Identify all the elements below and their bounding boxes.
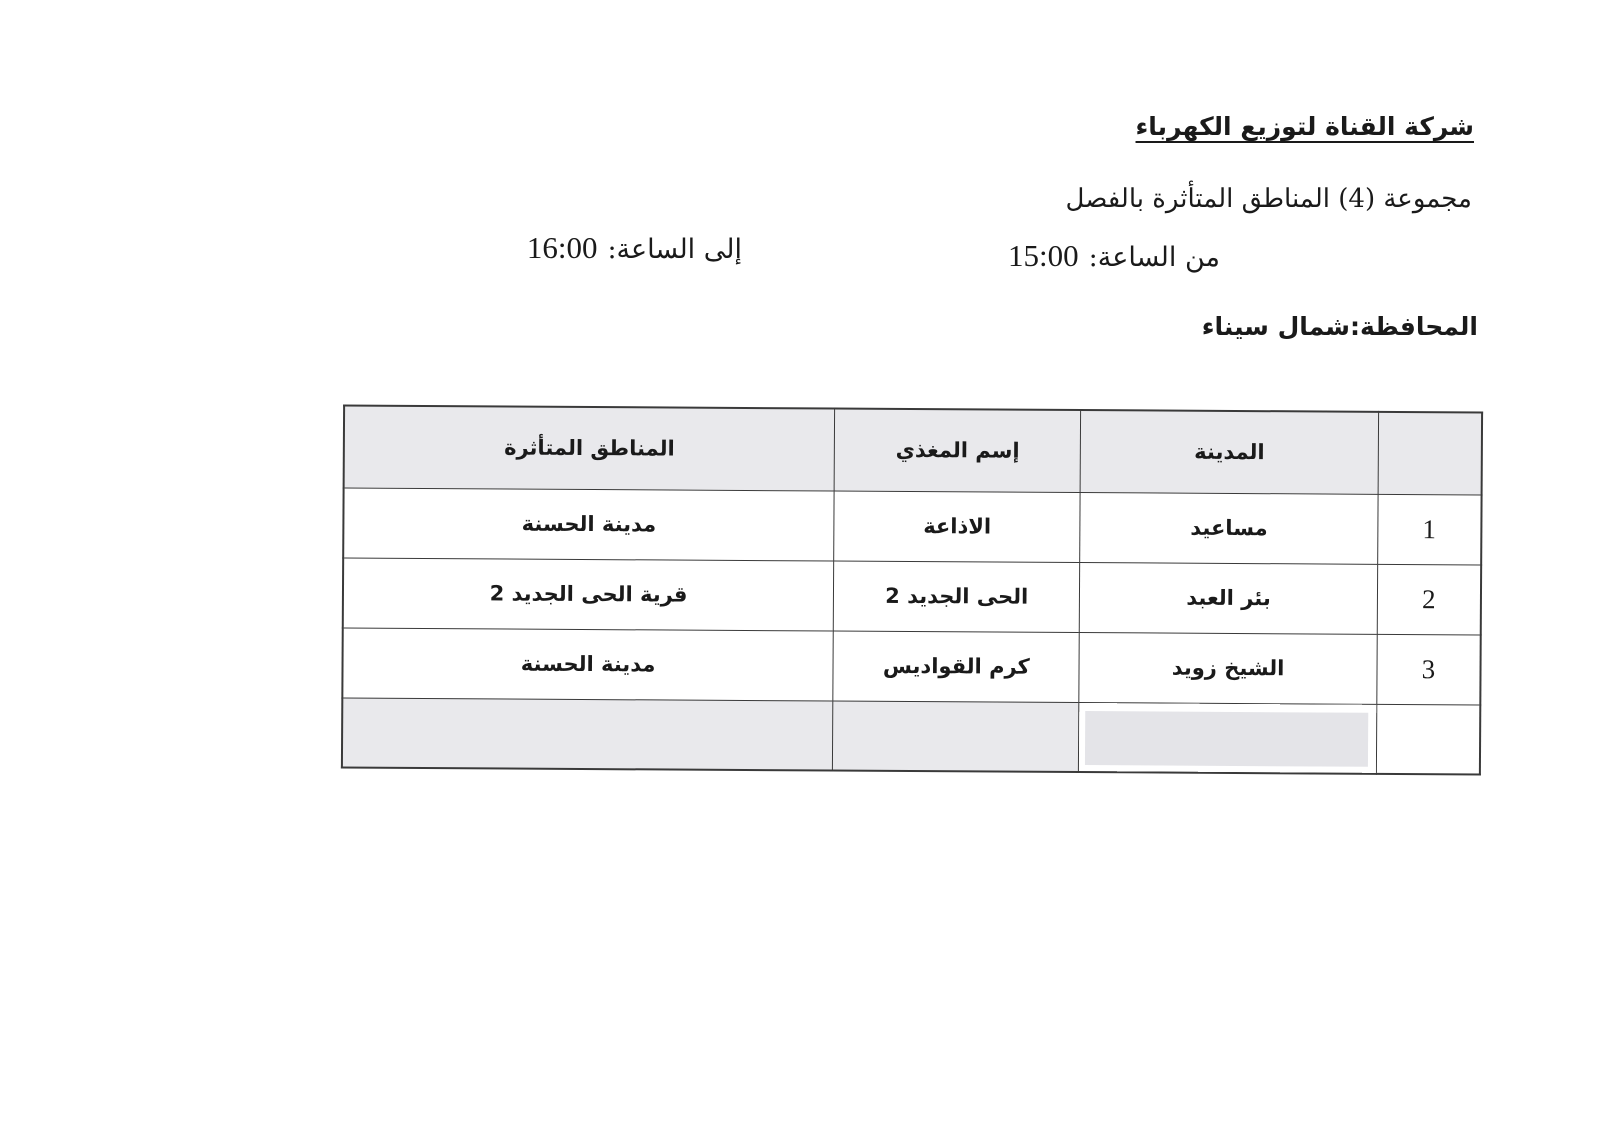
from-time-line [1008,238,1220,274]
blank-cell [342,698,833,771]
blank-cell [833,701,1080,773]
to-label: إلى الساعة: [607,234,742,265]
row-city: بئر العبد [1080,562,1378,634]
row-city: الشيخ زويد [1079,632,1377,704]
affected-areas-table-wrap [341,405,1483,776]
governorate-line: المحافظة:شمال سيناء [1201,312,1478,341]
group-line: مجموعة (4) المناطق المتأثرة بالفصل [1065,184,1472,214]
table-row [342,628,1480,705]
to-time-line [527,230,742,266]
row-areas: مدينة الحسنة [343,488,834,561]
table-row [343,488,1481,565]
row-areas: مدينة الحسنة [342,628,833,701]
row-number: 1 [1377,494,1481,565]
table-row [343,558,1481,635]
table-blank-row [342,698,1480,775]
header-areas: المناطق المتأثرة [344,406,835,491]
row-feeder: الحى الجديد 2 [833,561,1080,633]
row-feeder: الاذاعة [834,491,1081,563]
table-header-row [344,406,1482,495]
row-areas: قرية الحى الجديد 2 [343,558,834,631]
affected-areas-table [341,405,1483,776]
row-feeder: كرم القواديس [833,631,1080,703]
to-time-value: 16:00 [526,230,598,265]
from-time-value: 15:00 [1008,238,1079,273]
row-number: 3 [1377,634,1481,705]
row-number: 2 [1377,564,1481,635]
header-feeder: إسم المغذي [834,409,1081,493]
header-index [1378,412,1482,495]
company-title: شركة القناة لتوزيع الكهرباء [1135,112,1474,141]
blank-cell [1079,702,1377,774]
row-city: مساعيد [1080,492,1378,564]
from-label: من الساعة: [1088,242,1220,273]
shaded-block [1085,711,1368,767]
blank-cell [1376,704,1480,775]
header-city: المدينة [1081,410,1379,494]
